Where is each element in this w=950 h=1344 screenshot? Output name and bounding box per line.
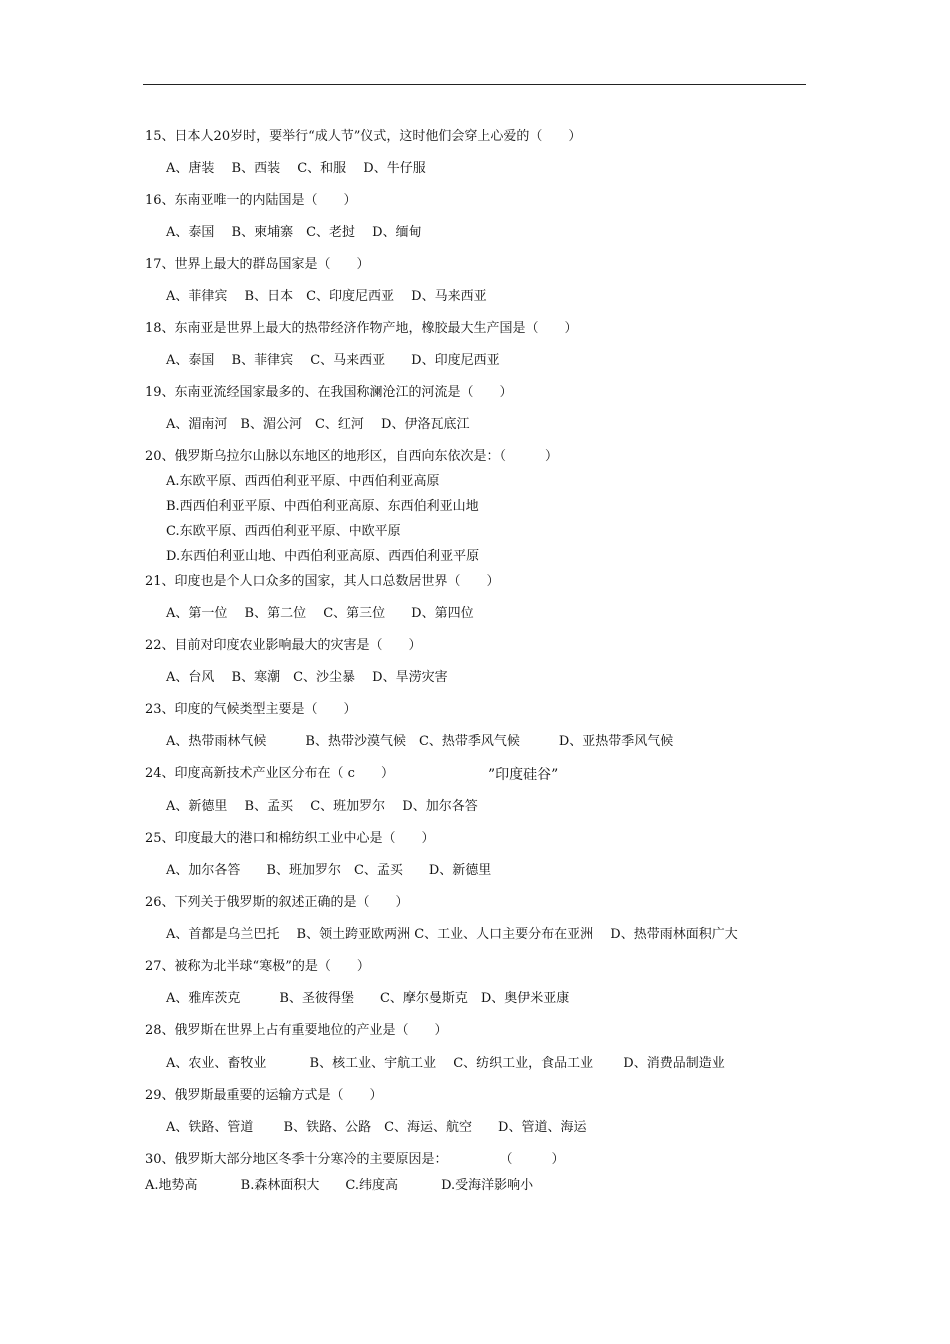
question-22: 22、目前对印度农业影响最大的灾害是（ ） (145, 638, 422, 653)
options-23: A、热带雨林气候 B、热带沙漠气候 C、热带季风气候 D、亚热带季风气候 (166, 734, 674, 749)
options-16: A、泰国 B、柬埔寨 C、老挝 D、缅甸 (166, 225, 422, 240)
question-17: 17、世界上最大的群岛国家是（ ） (145, 257, 370, 272)
options-24: A、新德里 B、孟买 C、班加罗尔 D、加尔各答 (166, 799, 478, 814)
question-24: 24、印度高新技术产业区分布在（ c ） (145, 766, 394, 781)
question-16: 16、东南亚唯一的内陆国是（ ） (145, 193, 357, 208)
options-20-d: D.东西伯利亚山地、中西伯利亚高原、西西伯利亚平原 (166, 549, 480, 564)
options-26: A、首都是乌兰巴托 B、领土跨亚欧两洲 C、工业、人口主要分布在亚洲 D、热带雨林面积广大 (166, 927, 738, 942)
question-29: 29、俄罗斯最重要的运输方式是（ ） (145, 1088, 383, 1103)
question-20: 20、俄罗斯乌拉尔山脉以东地区的地形区，自西向东依次是：（ ） (145, 449, 559, 464)
options-20-b: B.西西伯利亚平原、中西伯利亚高原、东西伯利亚山地 (166, 499, 479, 514)
options-27: A、雅库茨克 B、圣彼得堡 C、摩尔曼斯克 D、奥伊米亚康 (166, 991, 570, 1006)
options-30: A.地势高 B.森林面积大 C.纬度高 D.受海洋影响小 (145, 1178, 534, 1193)
options-25: A、加尔各答 B、班加罗尔 C、孟买 D、新德里 (166, 863, 492, 878)
handwritten-annotation: ”印度硅谷” (488, 767, 559, 783)
options-22: A、台风 B、寒潮 C、沙尘暴 D、旱涝灾害 (166, 670, 448, 685)
question-26: 26、下列关于俄罗斯的叙述正确的是（ ） (145, 895, 409, 910)
question-18: 18、东南亚是世界上最大的热带经济作物产地，橡胶最大生产国是（ ） (145, 321, 578, 336)
question-15: 15、日本人20岁时，要举行“成人节”仪式，这时他们会穿上心爱的（ ） (145, 129, 582, 144)
question-23: 23、印度的气候类型主要是（ ） (145, 702, 357, 717)
options-15: A、唐装 B、西装 C、和服 D、牛仔服 (166, 161, 426, 176)
question-19: 19、东南亚流经国家最多的、在我国称澜沧江的河流是（ ） (145, 385, 513, 400)
question-21: 21、印度也是个人口众多的国家，其人口总数居世界（ ） (145, 574, 500, 589)
question-25: 25、印度最大的港口和棉纺织工业中心是（ ） (145, 831, 435, 846)
question-28: 28、俄罗斯在世界上占有重要地位的产业是（ ） (145, 1023, 448, 1038)
options-21: A、第一位 B、第二位 C、第三位 D、第四位 (166, 606, 474, 621)
options-18: A、泰国 B、菲律宾 C、马来西亚 D、印度尼西亚 (166, 353, 500, 368)
options-28: A、农业、畜牧业 B、核工业、宇航工业 C、纺织工业，食品工业 D、消费品制造业 (166, 1056, 725, 1071)
options-20-c: C.东欧平原、西西伯利亚平原、中欧平原 (166, 524, 401, 539)
question-27: 27、被称为北半球“寒极”的是（ ） (145, 959, 370, 974)
question-30: 30、俄罗斯大部分地区冬季十分寒冷的主要原因是： （ ） (145, 1152, 565, 1167)
options-17: A、菲律宾 B、日本 C、印度尼西亚 D、马来西亚 (166, 289, 487, 304)
header-rule (143, 84, 806, 85)
options-20-a: A.东欧平原、西西伯利亚平原、中西伯利亚高原 (166, 474, 440, 489)
options-29: A、铁路、管道 B、铁路、公路 C、海运、航空 D、管道、海运 (166, 1120, 587, 1135)
options-19: A、湄南河 B、湄公河 C、红河 D、伊洛瓦底江 (166, 417, 470, 432)
